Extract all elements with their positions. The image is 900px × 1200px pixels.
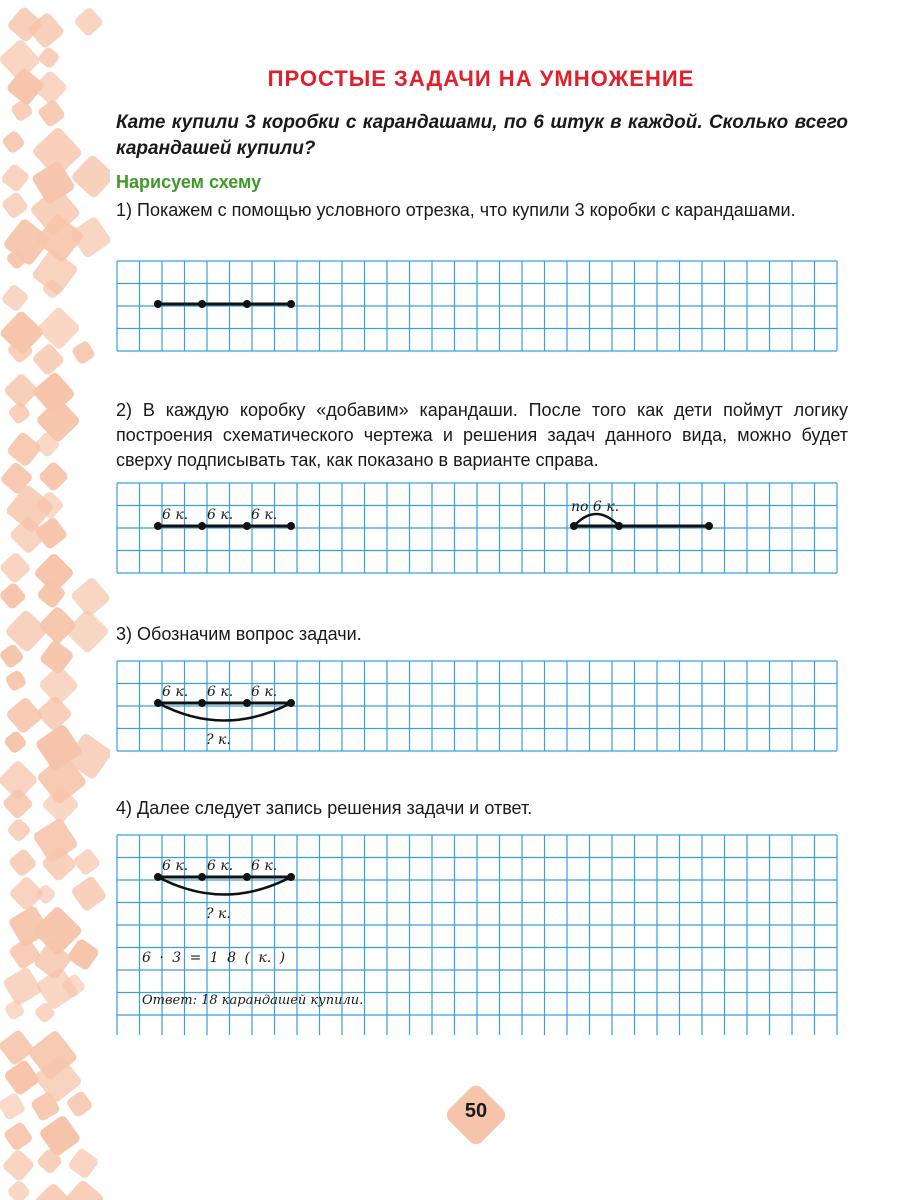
segment-point: [154, 300, 162, 308]
answer: Ответ: 18 карандашей купили.: [142, 993, 364, 1008]
segment-label: 6 к.: [162, 858, 189, 874]
decorative-square: [67, 1147, 100, 1180]
decorative-square: [0, 163, 31, 194]
decorative-square: [70, 875, 108, 913]
decorative-square: [37, 460, 69, 492]
decorative-square: [1, 787, 34, 820]
grid-lines: [117, 261, 837, 351]
decorative-square: [37, 46, 61, 70]
decorative-square: [7, 848, 37, 878]
segment-point: [154, 522, 162, 530]
page-number: 50: [464, 1100, 488, 1122]
step-1-text: 1) Покажем с помощью условного отрезка, что купили 3 коробки с карандашами.: [116, 200, 796, 220]
decorative-square: [65, 1090, 94, 1119]
variant-label: по 6 к.: [571, 499, 620, 515]
decorative-square: [4, 669, 27, 692]
segment-label: 6 к.: [162, 684, 189, 700]
segment-point: [243, 522, 251, 530]
step-2-text: 2) В каждую коробку «добавим» карандаши. После того как дети поймут логику построения схематического чертежа и решения задач данного вида, можно будет сверху подписывать так, как показано в варианте справа.: [116, 400, 848, 470]
segment-label: 6 к.: [207, 858, 234, 874]
step-4-text: 4) Далее следует запись решения задачи и ответ.: [116, 798, 533, 818]
decorative-square: [35, 694, 73, 732]
segment-point: [287, 873, 295, 881]
decorative-square: [37, 99, 67, 129]
step-3-text: 3) Обозначим вопрос задачи.: [116, 624, 362, 644]
decorative-square: [38, 1114, 81, 1157]
segment-point: [154, 873, 162, 881]
decorative-square: [36, 306, 81, 351]
decorative-square: [0, 283, 30, 313]
decorative-square: [3, 730, 28, 755]
grid-step-4: [116, 834, 838, 1036]
segment-point: [287, 300, 295, 308]
segment-point: [198, 873, 206, 881]
segment-point: [705, 522, 713, 530]
equation: 6 · 3 = 1 8 ( к. ): [142, 950, 286, 966]
decorative-square: [72, 847, 101, 876]
segment-label: 6 к.: [207, 507, 234, 523]
subheading: Нарисуем схему: [116, 172, 262, 192]
segment-point: [570, 522, 578, 530]
question-label: ? к.: [206, 732, 231, 748]
decorative-square: [3, 1121, 34, 1152]
segment-point: [615, 522, 623, 530]
segment-point: [243, 300, 251, 308]
decorative-square: [0, 581, 27, 610]
segment-point: [198, 699, 206, 707]
grid-step-3: [116, 660, 838, 752]
decorative-square: [70, 154, 110, 200]
segment-point: [287, 522, 295, 530]
segment-point: [198, 300, 206, 308]
grid-step-1: [116, 260, 838, 352]
segment-point: [287, 699, 295, 707]
decorative-square: [7, 401, 32, 426]
segment-label: 6 к.: [251, 858, 278, 874]
decorative-square: [0, 1092, 27, 1122]
segment-point: [198, 522, 206, 530]
decorative-border: [0, 0, 110, 1200]
segment-point: [154, 699, 162, 707]
decorative-square: [0, 191, 29, 220]
segment-label: 6 к.: [251, 684, 278, 700]
page-title: ПРОСТЫЕ ЗАДАЧИ НА УМНОЖЕНИЕ: [267, 66, 695, 91]
decorative-square: [73, 6, 104, 37]
decorative-square: [63, 1179, 105, 1200]
decorative-square: [32, 69, 68, 105]
decorative-square: [1, 1148, 35, 1182]
decorative-square: [6, 431, 43, 468]
decorative-square: [5, 696, 44, 735]
decorative-square: [6, 1179, 32, 1200]
decorative-square: [64, 609, 110, 655]
decorative-square: [34, 883, 57, 906]
segment-point: [243, 699, 251, 707]
decorative-square: [1, 129, 26, 154]
problem-text: Кате купили 3 коробки с карандашами, по 6 штук в каждой. Сколько всего карандашей купили?: [116, 112, 848, 159]
grid-lines: [117, 483, 837, 573]
grid-step-2: [116, 482, 838, 574]
segment-label: 6 к.: [162, 507, 189, 523]
decorative-square: [71, 340, 97, 366]
segment-label: 6 к.: [251, 507, 278, 523]
segment-label: 6 к.: [207, 684, 234, 700]
decorative-square: [2, 966, 43, 1007]
decorative-square: [0, 1029, 35, 1067]
decorative-square: [0, 551, 32, 584]
decorative-square: [6, 817, 32, 843]
question-label: ? к.: [206, 906, 231, 922]
decorative-square: [69, 215, 110, 259]
segment-point: [243, 873, 251, 881]
